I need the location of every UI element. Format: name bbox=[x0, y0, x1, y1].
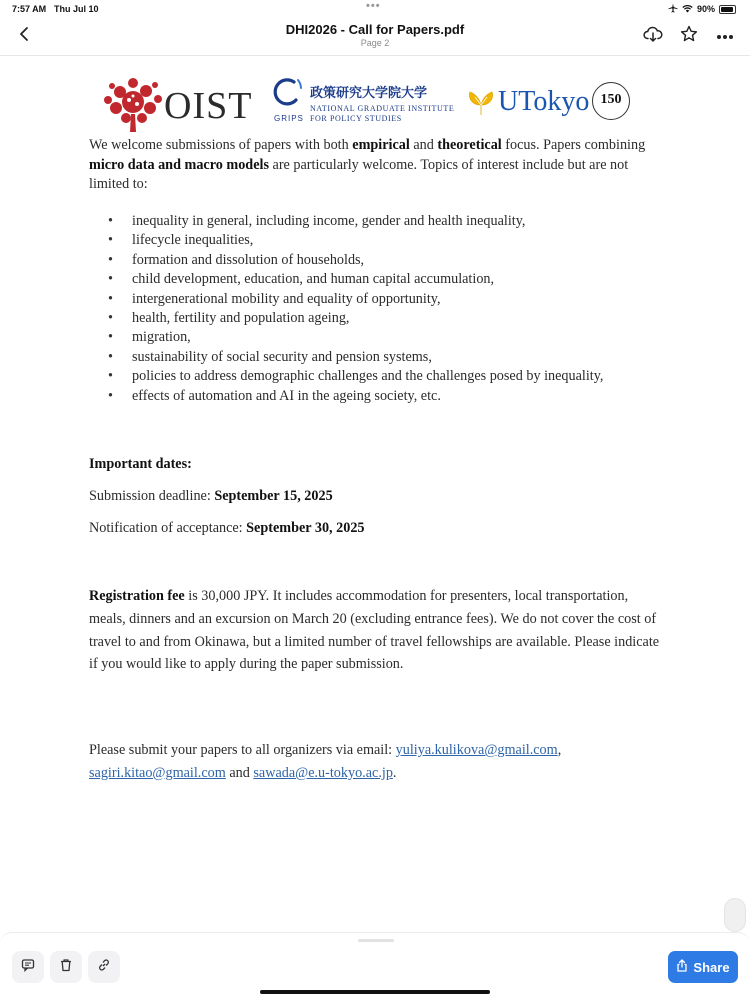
utokyo-ginkgo-icon bbox=[466, 88, 496, 123]
list-item: • effects of automation and AI in the ageing society, etc. bbox=[108, 387, 668, 406]
intro-bold-micro-macro: micro data and macro models bbox=[89, 156, 269, 173]
submission-paragraph bbox=[89, 739, 664, 785]
title-area bbox=[0, 22, 750, 48]
email-link-kulikova[interactable]: yuliya.kulikova@gmail.com bbox=[395, 742, 558, 758]
grips-logo-mark bbox=[272, 76, 306, 117]
download-button[interactable] bbox=[642, 25, 664, 47]
separator: and bbox=[225, 764, 254, 781]
intro-text-1: We welcome submissions of papers with both bbox=[89, 137, 353, 153]
scroll-indicator[interactable] bbox=[724, 898, 746, 932]
submission-deadline bbox=[89, 488, 333, 505]
separator: , bbox=[557, 742, 562, 758]
list-item: • migration, bbox=[108, 328, 668, 347]
intro-bold-theoretical: theoretical bbox=[437, 137, 502, 153]
status-bar bbox=[0, 0, 750, 18]
favorite-button[interactable] bbox=[678, 25, 700, 47]
share-label: Share bbox=[693, 959, 730, 975]
logo-banner bbox=[100, 74, 640, 134]
submission-date: September 15, 2025 bbox=[214, 488, 333, 504]
intro-text-2: and bbox=[409, 137, 438, 153]
sentence-end: . bbox=[392, 764, 397, 781]
submission-label: Submission deadline: bbox=[89, 488, 215, 504]
grips-english-line2: FOR POLICY STUDIES bbox=[310, 114, 402, 123]
status-day: Thu Jul 10 bbox=[54, 4, 99, 14]
list-item: • sustainability of social security and pension systems, bbox=[108, 348, 668, 367]
wifi-icon bbox=[682, 4, 693, 15]
submit-text: Please submit your papers to all organizers via email: bbox=[89, 742, 396, 758]
delete-button[interactable] bbox=[50, 951, 82, 983]
email-link-kitao[interactable]: sagiri.kitao@gmail.com bbox=[89, 764, 226, 781]
fee-text: is 30,000 JPY. It includes accommodation for presenters, local transportation, meals, dinners and an excursion on March 20 (excluding entrance fees). We do not cover the cost of travel to and from Okinawa, but a limited number of travel fellowships are available. Please indicate if you would like to apply during the paper submission. bbox=[89, 588, 660, 673]
fee-bold-label: Registration fee bbox=[89, 588, 185, 604]
list-item: • child development, education, and human capital accumulation, bbox=[108, 270, 668, 289]
intro-text-4: are particularly welcome. Topics of interest include but are not limited to: bbox=[89, 156, 629, 193]
notification-date: September 30, 2025 bbox=[246, 520, 365, 536]
topics-list bbox=[108, 212, 668, 406]
share-icon bbox=[676, 959, 688, 975]
share-button[interactable] bbox=[668, 951, 738, 983]
link-icon bbox=[97, 958, 111, 977]
copy-link-button[interactable] bbox=[88, 951, 120, 983]
comment-button[interactable] bbox=[12, 951, 44, 983]
intro-bold-empirical: empirical bbox=[352, 137, 410, 153]
registration-fee-paragraph bbox=[89, 585, 664, 676]
multitasking-dots[interactable]: ••• bbox=[366, 0, 381, 12]
list-item: • health, fertility and population ageing, bbox=[108, 309, 668, 328]
oist-logo-text: OIST bbox=[164, 85, 253, 127]
dates-heading: Important dates: bbox=[89, 456, 192, 472]
more-button[interactable] bbox=[714, 25, 736, 47]
oist-logo-mark bbox=[102, 74, 164, 139]
star-icon bbox=[680, 25, 698, 48]
pdf-page[interactable] bbox=[0, 56, 750, 932]
page-indicator: Page 2 bbox=[360, 38, 390, 48]
nav-actions bbox=[642, 25, 736, 47]
battery-percent: 90% bbox=[696, 4, 715, 14]
grips-english-line1: NATIONAL GRADUATE INSTITUTE bbox=[310, 104, 455, 113]
email-link-sawada[interactable]: sawada@e.u-tokyo.ac.jp bbox=[253, 764, 393, 781]
utokyo-150-seal bbox=[592, 82, 630, 120]
airplane-icon bbox=[668, 3, 678, 15]
comment-icon bbox=[21, 958, 35, 977]
seal-number: 150 bbox=[600, 92, 622, 107]
notification-label: Notification of acceptance: bbox=[89, 520, 247, 536]
grips-abbreviation: GRIPS bbox=[274, 114, 304, 123]
grips-japanese-name: 政策研究大学院大学 bbox=[310, 86, 428, 101]
list-item: • policies to address demographic challenges and the challenges posed by inequality, bbox=[108, 367, 668, 386]
utokyo-logo-text: UTokyo bbox=[498, 86, 590, 117]
more-icon bbox=[716, 27, 734, 45]
list-item: • intergenerational mobility and equality of opportunity, bbox=[108, 290, 668, 309]
document-title[interactable]: DHI2026 - Call for Papers.pdf bbox=[285, 22, 465, 37]
status-indicators bbox=[668, 3, 736, 15]
status-time: 7:57 AM bbox=[12, 4, 47, 14]
intro-paragraph bbox=[89, 136, 664, 195]
cloud-download-icon bbox=[643, 26, 663, 47]
intro-text-3: focus. Papers combining bbox=[501, 137, 646, 153]
sheet-grabber[interactable] bbox=[358, 939, 394, 942]
list-item: • formation and dissolution of households, bbox=[108, 251, 668, 270]
battery-icon bbox=[719, 5, 736, 14]
trash-icon bbox=[59, 958, 73, 977]
list-item: • lifecycle inequalities, bbox=[108, 231, 668, 250]
home-indicator[interactable] bbox=[260, 990, 490, 994]
notification-date-row bbox=[89, 520, 365, 537]
nav-bar bbox=[0, 18, 750, 56]
list-item: • inequality in general, including income, gender and health inequality, bbox=[108, 212, 668, 231]
